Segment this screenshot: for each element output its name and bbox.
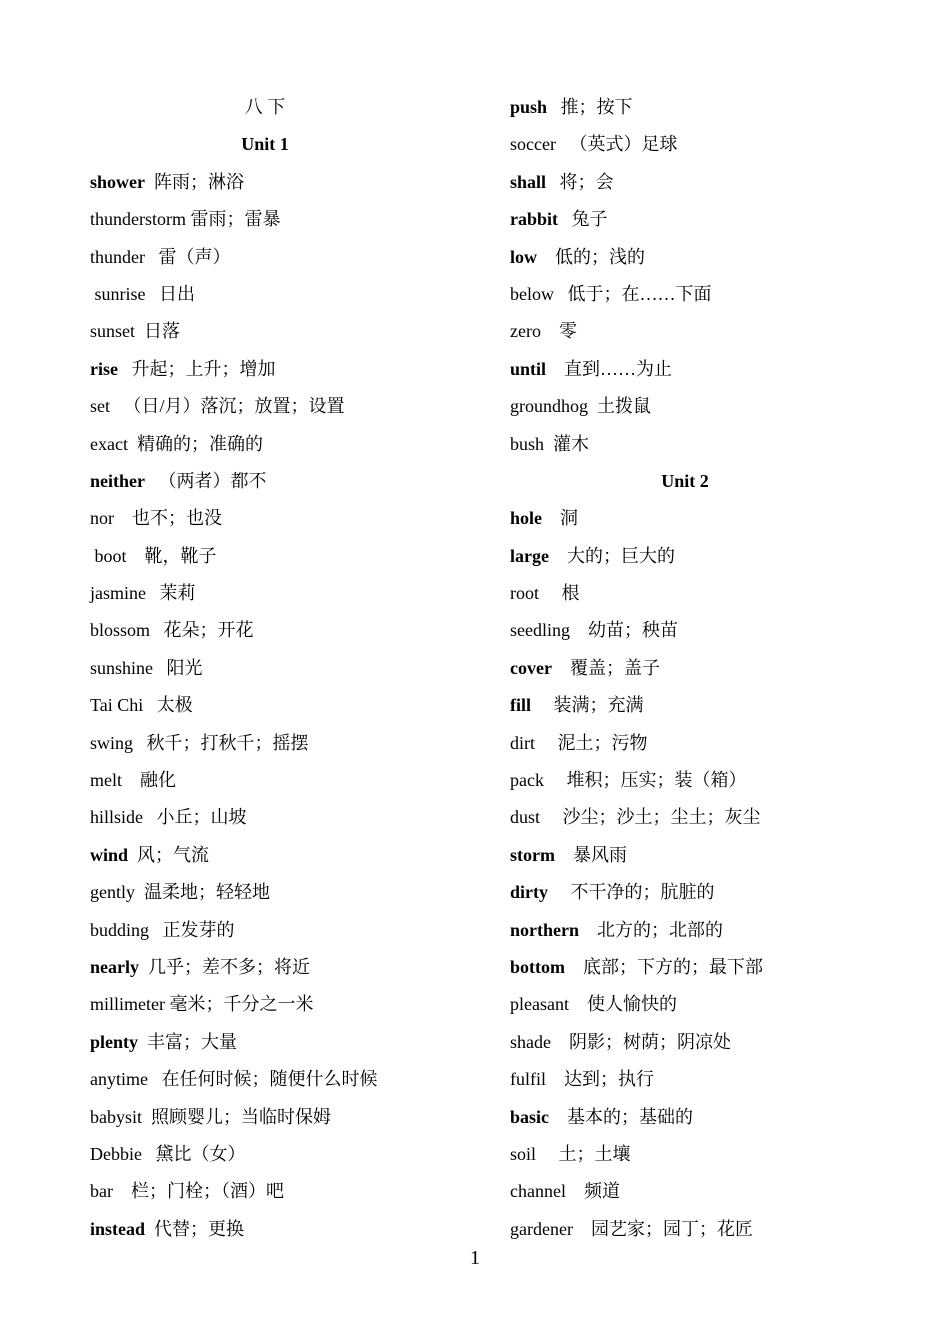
- vocab-meaning: 不干净的；肮脏的: [570, 882, 715, 903]
- vocab-entry: [510, 912, 860, 949]
- vocab-word: millimeter: [90, 994, 165, 1015]
- vocab-separator: [145, 172, 154, 192]
- vocab-separator: [142, 1144, 156, 1164]
- vocab-separator: [110, 396, 124, 416]
- vocab-entry: [510, 612, 860, 649]
- vocab-entry: [90, 575, 440, 612]
- vocab-word: cover: [510, 657, 552, 678]
- vocab-separator: [537, 247, 555, 267]
- vocab-separator: [114, 508, 132, 528]
- vocab-entry: [90, 837, 440, 874]
- vocab-entry: [90, 201, 440, 238]
- vocab-separator: [135, 882, 144, 902]
- vocab-entry: [510, 1136, 860, 1173]
- vocab-entry: [90, 313, 440, 350]
- vocab-entry: [90, 426, 440, 463]
- right-column: [510, 89, 860, 1248]
- vocab-entry: [90, 912, 440, 949]
- vocab-word: hole: [510, 508, 543, 529]
- vocab-separator: [566, 1181, 584, 1201]
- vocab-word: bottom: [510, 956, 565, 977]
- vocab-separator: [554, 284, 568, 304]
- vocab-entry: [90, 351, 440, 388]
- vocab-meaning: 基本的；基础的: [567, 1106, 694, 1127]
- vocab-word: melt: [90, 770, 122, 791]
- vocab-separator: [539, 583, 562, 603]
- page-number: 1: [470, 1247, 480, 1269]
- vocab-separator: [546, 359, 564, 379]
- vocab-separator: [128, 845, 137, 865]
- vocab-separator: [551, 1032, 569, 1052]
- vocab-word: push: [510, 97, 548, 117]
- vocab-word: hillside: [90, 807, 143, 828]
- vocab-separator: [128, 434, 137, 454]
- vocab-entry: [510, 126, 860, 163]
- vocab-word: bush: [510, 433, 545, 454]
- vocab-separator: [146, 583, 160, 603]
- vocab-entry: [510, 426, 860, 463]
- vocab-entry: [510, 762, 860, 799]
- vocab-entry: [90, 799, 440, 836]
- vocab-meaning: 土；土壤: [558, 1143, 631, 1164]
- vocab-meaning: 小丘；山坡: [156, 807, 247, 828]
- vocab-meaning: （日/月）落沉；放置；设置: [123, 396, 345, 417]
- vocab-separator: [150, 620, 164, 640]
- vocab-meaning: （英式）足球: [569, 134, 678, 155]
- vocab-meaning: 低于；在……下面: [567, 283, 712, 304]
- vocab-word: jasmine: [90, 583, 146, 604]
- vocab-word: large: [510, 545, 549, 566]
- vocab-entry: [510, 949, 860, 986]
- vocab-separator: [540, 807, 563, 827]
- vocab-separator: [555, 845, 573, 865]
- vocab-separator: [549, 1107, 567, 1127]
- vocab-entry: [90, 1173, 440, 1210]
- vocab-word: blossom: [90, 620, 151, 641]
- vocab-word: northern: [510, 919, 579, 940]
- vocab-meaning: 幼苗；秧苗: [588, 620, 678, 641]
- vocab-word: shall: [510, 171, 547, 192]
- vocab-word: sunshine: [90, 657, 153, 678]
- vocab-word: storm: [510, 844, 555, 865]
- vocab-separator: [145, 247, 159, 267]
- vocab-word: shade: [510, 1031, 551, 1052]
- vocab-separator: [546, 172, 560, 192]
- vocab-entry: [510, 575, 860, 612]
- vocab-separator: [118, 359, 132, 379]
- vocab-separator: [143, 695, 157, 715]
- vocab-meaning: 泥土；污物: [557, 732, 648, 753]
- vocab-meaning: 栏；门栓；（酒）吧: [130, 1181, 284, 1202]
- vocab-meaning: 土拨鼠: [597, 396, 651, 417]
- vocab-word: budding: [90, 919, 150, 940]
- vocab-separator: [542, 508, 560, 528]
- vocab-word: seedling: [510, 620, 570, 641]
- vocab-entry: [90, 1136, 440, 1173]
- vocab-word: zero: [510, 321, 541, 342]
- vocab-meaning: 融化: [140, 770, 176, 791]
- vocab-word: dust: [510, 807, 541, 828]
- vocab-word: fill: [510, 695, 531, 716]
- vocab-word: nearly: [90, 956, 139, 977]
- vocab-separator: [148, 1069, 162, 1089]
- vocab-entry: [90, 276, 440, 313]
- vocab-meaning: 日落: [144, 321, 180, 342]
- vocab-word: soil: [510, 1143, 537, 1164]
- vocab-separator: [579, 920, 597, 940]
- vocab-entry: [510, 1061, 860, 1098]
- vocab-entry: [510, 239, 860, 276]
- vocab-meaning: 零: [558, 321, 577, 342]
- vocab-separator: [541, 321, 559, 341]
- vocab-meaning: 雷雨；雷暴: [190, 209, 281, 230]
- vocab-meaning: 北方的；北部的: [597, 919, 723, 940]
- vocab-word: until: [510, 358, 547, 379]
- vocab-meaning: 丰富；大量: [147, 1031, 238, 1052]
- vocab-meaning: 沙尘；沙土；尘土；灰尘: [562, 807, 761, 828]
- vocab-separator: [122, 770, 140, 790]
- vocab-entry: [90, 949, 440, 986]
- grade-title: 八 下: [244, 97, 286, 117]
- vocab-word: rabbit: [510, 209, 559, 230]
- vocab-word: neither: [90, 470, 145, 491]
- vocab-word: soccer: [510, 134, 556, 155]
- vocab-entry: [510, 500, 860, 537]
- vocab-separator: [138, 1032, 147, 1052]
- vocab-entry: [510, 1211, 860, 1248]
- vocab-entry: [90, 650, 440, 687]
- vocab-separator: [531, 695, 554, 715]
- vocab-meaning: 暴风雨: [572, 844, 627, 865]
- vocab-separator: [143, 807, 157, 827]
- vocab-entry: [90, 1099, 440, 1136]
- vocab-meaning: 花朵；开花: [163, 620, 254, 641]
- unit-heading: Unit 2: [661, 470, 709, 491]
- vocab-entry: [510, 837, 860, 874]
- vocab-separator: [135, 321, 144, 341]
- vocab-meaning: 黛比（女）: [155, 1143, 246, 1164]
- vocab-meaning: 达到；执行: [564, 1069, 654, 1090]
- vocab-meaning: 靴，靴子: [144, 545, 217, 566]
- vocab-entry: [510, 874, 860, 911]
- vocab-meaning: 日出: [159, 283, 195, 304]
- vocab-entry: [90, 164, 440, 201]
- vocab-meaning: 推；按下: [560, 97, 633, 117]
- vocab-separator: [145, 1219, 154, 1239]
- vocab-entry: [510, 687, 860, 724]
- vocab-word: swing: [90, 732, 134, 753]
- vocab-separator: [153, 658, 167, 678]
- vocab-word: wind: [90, 844, 129, 865]
- vocab-entry: [510, 276, 860, 313]
- vocab-entry: [90, 1024, 440, 1061]
- vocab-entry: [90, 874, 440, 911]
- vocab-word: babysit: [90, 1106, 142, 1127]
- vocab-meaning: 风；气流: [137, 844, 210, 865]
- vocab-separator: [558, 209, 572, 229]
- vocab-entry: [510, 799, 860, 836]
- vocab-entry: [90, 687, 440, 724]
- vocab-word: gardener: [510, 1218, 573, 1239]
- vocab-word: basic: [510, 1106, 550, 1127]
- vocab-word: groundhog: [510, 396, 588, 417]
- vocab-meaning: 太极: [156, 695, 193, 716]
- vocab-meaning: 堆积；压实；装（箱）: [566, 770, 747, 791]
- vocab-meaning: 阴影；树荫；阴凉处: [568, 1031, 731, 1052]
- vocab-entry: [90, 612, 440, 649]
- vocab-separator: [549, 546, 567, 566]
- vocab-meaning: 照顾婴儿；当临时保姆: [151, 1106, 331, 1127]
- vocab-word: dirt: [510, 732, 535, 753]
- vocab-word: gently: [90, 882, 135, 903]
- vocab-entry: [90, 239, 440, 276]
- vocab-word: channel: [510, 1181, 566, 1202]
- vocab-meaning: 温柔地；轻轻地: [144, 882, 270, 903]
- vocab-meaning: 兔子: [571, 209, 608, 230]
- vocab-meaning: 底部；下方的；最下部: [583, 956, 763, 977]
- vocab-meaning: 阳光: [166, 657, 203, 678]
- vocab-word: pack: [510, 770, 544, 791]
- vocab-word: Tai Chi: [90, 695, 144, 716]
- vocab-word: below: [510, 283, 554, 304]
- vocab-entry: [510, 1099, 860, 1136]
- vocab-entry: [510, 725, 860, 762]
- vocab-meaning: 升起；上升；增加: [131, 358, 276, 379]
- vocab-meaning: 精确的；准确的: [136, 433, 263, 454]
- vocab-meaning: 茉莉: [159, 583, 196, 604]
- vocab-entry: [510, 313, 860, 350]
- vocab-meaning: 直到……为止: [564, 358, 673, 379]
- vocab-entry: [90, 388, 440, 425]
- vocab-word: pleasant: [510, 994, 569, 1015]
- vocab-word: nor: [90, 508, 114, 529]
- vocab-word: shower: [90, 171, 145, 192]
- vocab-word: root: [510, 583, 539, 604]
- vocab-meaning: 阵雨；淋浴: [154, 171, 244, 192]
- vocab-entry: [510, 164, 860, 201]
- vocab-separator: [535, 733, 558, 753]
- vocab-separator: [544, 434, 553, 454]
- vocab-entry: [510, 986, 860, 1023]
- vocab-meaning: 秋千；打秋千；摇摆: [146, 732, 309, 753]
- vocab-entry: [510, 1024, 860, 1061]
- vocab-meaning: 低的；浅的: [555, 246, 645, 267]
- vocab-word: dirty: [510, 882, 548, 903]
- vocab-meaning: （两者）都不: [158, 470, 267, 491]
- vocab-word: set: [90, 396, 110, 417]
- vocab-meaning: 也不；也没: [132, 508, 222, 529]
- vocab-entry: [90, 762, 440, 799]
- vocab-meaning: 几乎；差不多；将近: [148, 956, 310, 977]
- vocab-word: thunder: [90, 246, 145, 267]
- vocab-separator: [570, 620, 588, 640]
- vocab-separator: [142, 1107, 151, 1127]
- vocab-word: fulfil: [510, 1069, 546, 1090]
- vocab-meaning: 洞: [560, 508, 579, 529]
- vocab-word: thunderstorm: [90, 209, 186, 230]
- vocab-entry: [90, 725, 440, 762]
- vocab-separator: [569, 994, 587, 1014]
- vocab-entry: [510, 388, 860, 425]
- vocab-meaning: 覆盖；盖子: [569, 657, 660, 678]
- vocab-meaning: 将；会: [559, 171, 614, 192]
- vocab-separator: [536, 1144, 559, 1164]
- vocab-word: instead: [90, 1218, 146, 1239]
- vocab-word: sunrise: [90, 283, 146, 304]
- vocab-word: boot: [90, 545, 127, 566]
- vocab-separator: [544, 770, 567, 790]
- left-column: [90, 89, 440, 1248]
- vocab-separator: [127, 546, 145, 566]
- vocab-word: bar: [90, 1181, 113, 1202]
- vocab-separator: [113, 1181, 131, 1201]
- vocab-entry: [510, 1173, 860, 1210]
- vocab-meaning: 正发芽的: [162, 919, 235, 940]
- vocab-entry: [90, 1211, 440, 1248]
- vocab-separator: [556, 134, 570, 154]
- vocab-meaning: 使人愉快的: [586, 994, 677, 1015]
- vocab-meaning: 园艺家；园丁；花匠: [590, 1218, 753, 1239]
- vocab-entry: [90, 500, 440, 537]
- vocab-meaning: 频道: [583, 1181, 620, 1202]
- vocab-entry: [90, 463, 440, 500]
- unit-heading: Unit 1: [241, 134, 289, 155]
- vocab-meaning: 大的；巨大的: [566, 545, 675, 566]
- vocab-separator: [146, 284, 160, 304]
- vocab-word: plenty: [90, 1031, 139, 1052]
- vocab-separator: [573, 1219, 591, 1239]
- vocab-word: anytime: [90, 1069, 148, 1090]
- vocab-separator: [149, 920, 163, 940]
- vocab-separator: [547, 97, 561, 117]
- vocab-word: sunset: [90, 321, 135, 342]
- vocab-entry: [510, 538, 860, 575]
- vocab-meaning: 毫米；千分之一米: [169, 994, 314, 1015]
- vocab-separator: [565, 957, 583, 977]
- vocab-entry: [90, 986, 440, 1023]
- vocab-meaning: 根: [561, 583, 580, 604]
- vocab-separator: [139, 957, 148, 977]
- vocab-entry: [510, 351, 860, 388]
- vocab-separator: [546, 1069, 564, 1089]
- vocab-word: low: [510, 246, 537, 267]
- vocab-entry: [510, 89, 860, 126]
- vocab-meaning: 代替；更换: [154, 1218, 245, 1239]
- vocab-word: rise: [90, 358, 118, 379]
- vocab-separator: [552, 658, 570, 678]
- vocab-entry: [510, 201, 860, 238]
- vocab-meaning: 灌木: [553, 433, 590, 454]
- vocab-word: exact: [90, 433, 128, 454]
- vocab-entry: [90, 538, 440, 575]
- vocab-separator: [588, 396, 597, 416]
- vocab-entry: [510, 650, 860, 687]
- vocab-entry: [90, 1061, 440, 1098]
- vocab-word: Debbie: [90, 1143, 142, 1164]
- vocab-separator: [145, 471, 159, 491]
- vocab-separator: [133, 733, 147, 753]
- vocab-meaning: 雷（声）: [158, 246, 231, 267]
- vocab-meaning: 在任何时候；随便什么时候: [161, 1069, 378, 1090]
- vocab-separator: [548, 882, 571, 902]
- vocab-meaning: 装满；充满: [553, 695, 644, 716]
